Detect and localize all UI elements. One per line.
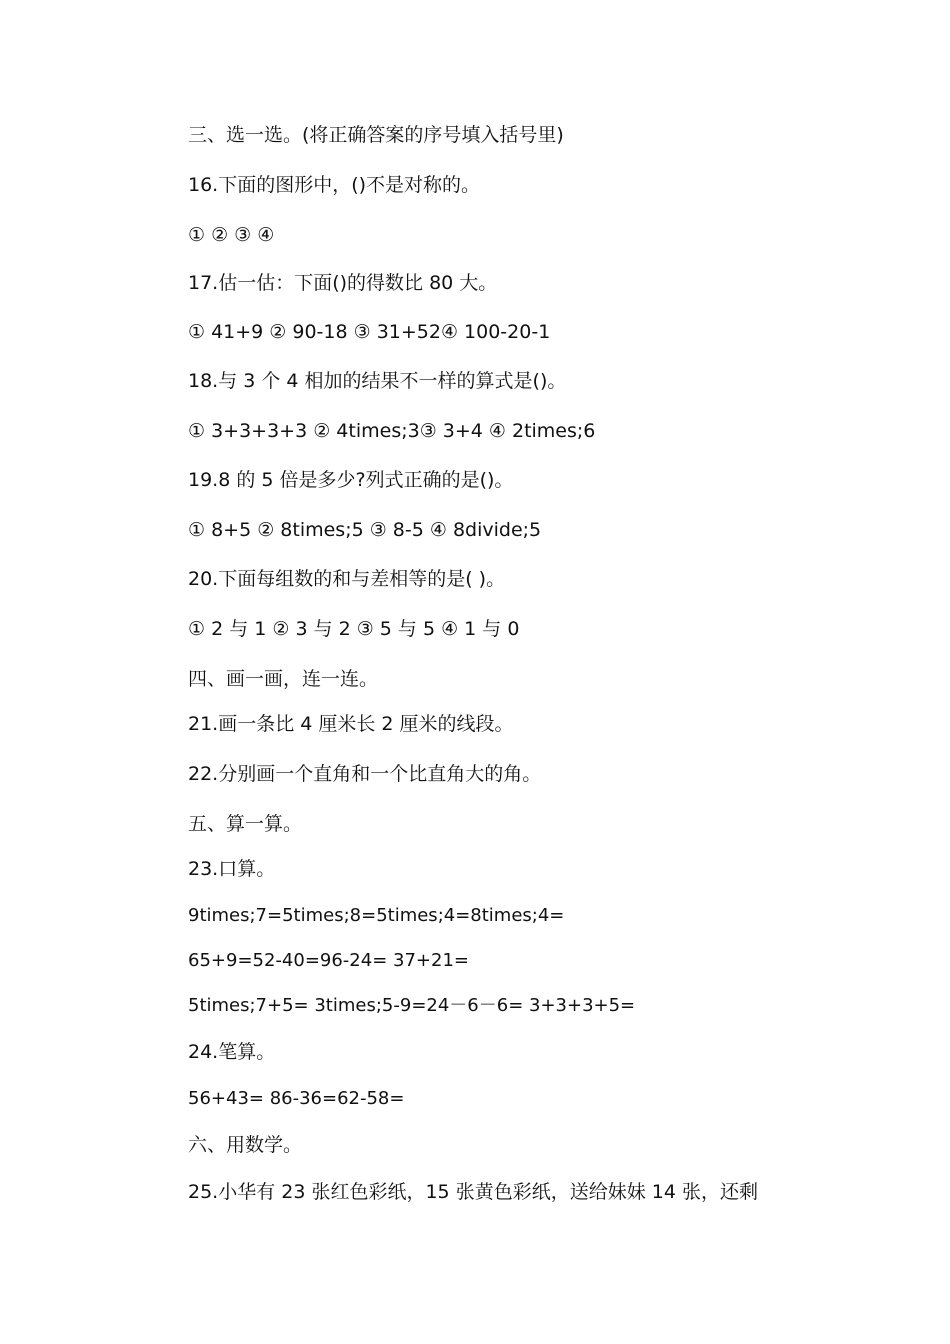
question-19: 19.8 的 5 倍是多少?列式正确的是()。 [188,469,514,491]
options-18: ① 3+3+3+3 ② 4times;3③ 3+4 ④ 2times;6 [188,420,596,442]
question-17: 17.估一估：下面()的得数比 80 大。 [188,272,498,294]
section-heading-6: 六、用数学。 [188,1134,303,1156]
oral-calc-row-3: 5times;7+5= 3times;5-9=24－6－6= 3+3+3+5= [188,995,636,1016]
options-17: ① 41+9 ② 90-18 ③ 31+52④ 100-20-1 [188,321,551,343]
question-22: 22.分别画一个直角和一个比直角大的角。 [188,763,542,785]
question-20: 20.下面每组数的和与差相等的是( )。 [188,568,506,590]
section-heading-3: 三、选一选。(将正确答案的序号填入括号里) [188,124,564,146]
question-18: 18.与 3 个 4 相加的结果不一样的算式是()。 [188,370,567,392]
question-23: 23.口算。 [188,858,276,880]
section-heading-5: 五、算一算。 [188,813,303,835]
question-25: 25.小华有 23 张红色彩纸，15 张黄色彩纸，送给妹妹 14 张，还剩 [188,1181,758,1203]
question-24: 24.笔算。 [188,1041,276,1063]
question-21: 21.画一条比 4 厘米长 2 厘米的线段。 [188,713,514,735]
section-heading-4: 四、画一画，连一连。 [188,668,379,690]
options-16: ① ② ③ ④ [188,224,275,246]
oral-calc-row-1: 9times;7=5times;8=5times;4=8times;4= [188,905,565,926]
question-16: 16.下面的图形中，()不是对称的。 [188,174,481,196]
options-20: ① 2 与 1 ② 3 与 2 ③ 5 与 5 ④ 1 与 0 [188,618,520,640]
written-calc-row: 56+43= 86-36=62-58= [188,1088,405,1109]
oral-calc-row-2: 65+9=52-40=96-24= 37+21= [188,950,469,971]
options-19: ① 8+5 ② 8times;5 ③ 8-5 ④ 8divide;5 [188,519,542,541]
